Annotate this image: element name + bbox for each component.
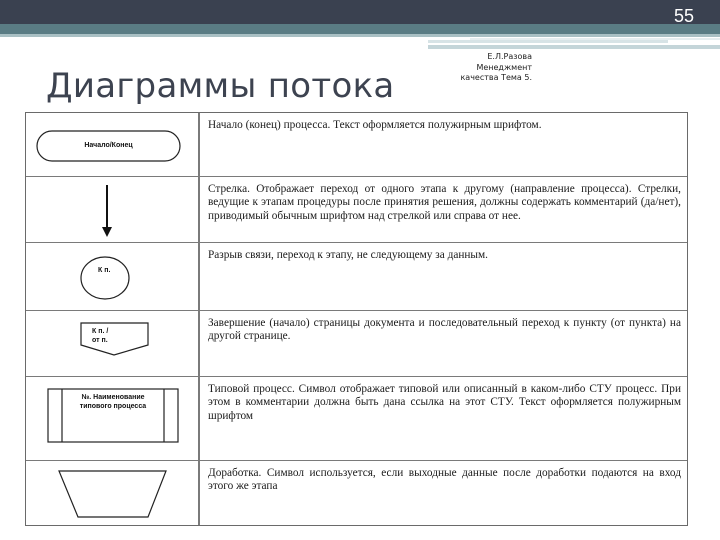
table-row: [26, 311, 687, 377]
offpage-connector-label: [92, 327, 138, 345]
course-name: Менеджмент: [476, 62, 532, 72]
table-row: [26, 243, 687, 311]
predefined-process-label: [62, 393, 164, 411]
author-name: Е.Л.Разова: [487, 52, 532, 61]
predefined-process-symbol: [26, 377, 198, 461]
arrow-symbol-cell: [26, 177, 198, 242]
connector-label: К п.: [98, 267, 111, 274]
offpage-label-line: К п. /: [92, 328, 109, 335]
decor-line: [428, 40, 668, 43]
offpage-connector-symbol-cell: [26, 311, 198, 376]
author-note: [420, 52, 532, 84]
topic-name: качества Тема 5.: [460, 73, 532, 82]
connector-symbol-cell: [26, 243, 198, 310]
manual-operation-symbol-cell: [26, 461, 198, 527]
row-description: Завершение (начало) страницы документа и последовательный переход к пункту (от пункта) на другой странице.: [208, 317, 681, 343]
table-row: [26, 177, 687, 243]
row-description: Разрыв связи, переход к этапу, не следующему за данным.: [208, 249, 488, 261]
table-row: [26, 377, 687, 461]
connector-symbol: [26, 243, 198, 311]
page-number: 55: [673, 6, 694, 26]
offpage-label-line: от п.: [92, 337, 108, 344]
table-row: [26, 113, 687, 177]
row-description: Начало (конец) процесса. Текст оформляется полужирным шрифтом.: [208, 119, 542, 131]
manual-operation-symbol: [26, 461, 198, 527]
decor-line: [428, 45, 720, 49]
top-bar: [0, 0, 720, 24]
predefined-label-line: №. Наименование: [81, 394, 145, 401]
row-description: Доработка. Символ используется, если выходные данные после доработки подаются на вход этого же этапа: [208, 467, 681, 493]
row-description: Типовой процесс. Символ отображает типовой или описанный в каком-либо СТУ процесс. При этом в комментарии должна быть дана ссылка на этот СТУ. Текст оформляется полужирным шрифтом: [208, 383, 681, 422]
flowchart-symbols-table: [25, 112, 688, 526]
slide-title: Диаграммы потока: [46, 66, 395, 106]
top-stripe: [0, 24, 720, 34]
terminator-label: Начало/Конец: [84, 142, 133, 149]
terminator-symbol-cell: [26, 113, 198, 176]
table-row: [26, 461, 687, 527]
predefined-process-symbol-cell: [26, 377, 198, 460]
top-stripe-light: [0, 34, 720, 37]
row-description: Стрелка. Отображает переход от одного этапа к другому (направление процесса). Стрелки, ведущие к этапам процедуры после принятия решения, должны содержать комментарий (да/нет), приводимый обычным шрифтом над стрелкой или справа от нее.: [208, 183, 681, 222]
predefined-label-line: типового процесса: [79, 403, 147, 410]
arrow-down-icon: [26, 177, 198, 243]
